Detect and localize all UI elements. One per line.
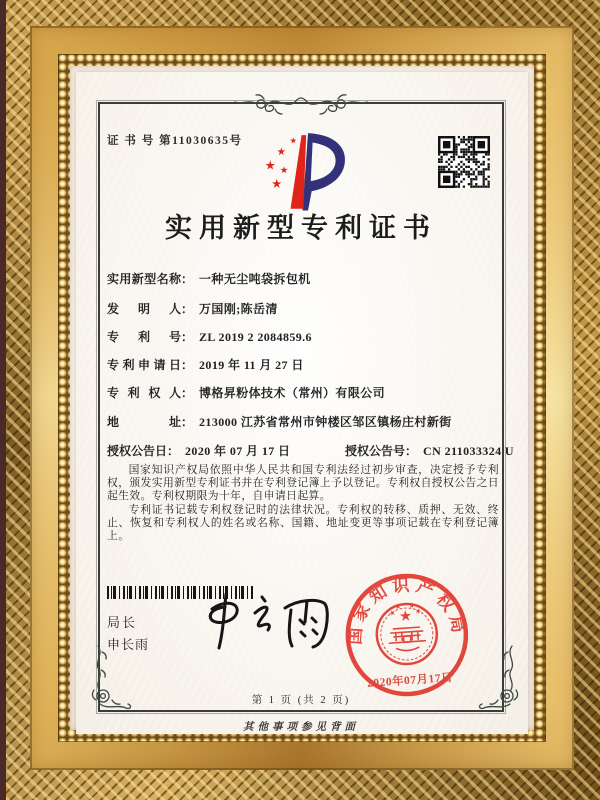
- grant-no-group: [345, 442, 514, 459]
- legal-text: [107, 464, 499, 543]
- page-info: 第 1 页 (共 2 页): [251, 695, 351, 706]
- field-value: 万国刚;陈岳清: [199, 302, 278, 316]
- colon: ：: [167, 444, 180, 458]
- field-value: 一种无尘吨袋拆包机: [199, 272, 311, 286]
- colon: ：: [181, 358, 194, 372]
- field-value: 213000 江苏省常州市钟楼区邹区镇杨庄村新街: [199, 415, 452, 429]
- grant-date-value: 2020 年 07 月 17 日: [185, 444, 291, 458]
- seal-national-emblem: [375, 601, 439, 666]
- grant-no-label: 授权公告号: [345, 444, 406, 458]
- field-label: 专利申请日: [107, 358, 181, 372]
- cnipa-logo-icon: [262, 126, 354, 216]
- certificate-title: 实用新型专利证书: [165, 213, 437, 243]
- colon: ：: [181, 415, 194, 429]
- logo-red-wedge: [291, 135, 307, 209]
- colon: ：: [405, 444, 418, 458]
- field-row-grant: [107, 442, 514, 459]
- official-seal: [338, 568, 477, 707]
- seal-date: 2020年07月17日: [366, 671, 454, 690]
- qr-finder-bl: [438, 171, 455, 188]
- field-label: 专利号: [107, 330, 181, 344]
- grant-no-value: CN 211033324 U: [423, 444, 514, 458]
- field-label: 发明人: [107, 302, 181, 316]
- signer-title: 局长: [107, 615, 138, 630]
- field-row-patentee: [107, 384, 385, 401]
- field-label: 实用新型名称: [107, 272, 181, 286]
- field-value: ZL 2019 2 2084859.6: [199, 330, 312, 344]
- grant-date-label: 授权公告日: [107, 444, 168, 458]
- qr-finder-tl: [438, 136, 455, 153]
- back-note: 其他事项参见背面: [243, 722, 359, 733]
- seal-ring-text: 国家知识产权局: [345, 575, 469, 646]
- field-label: 地址: [107, 415, 181, 429]
- colon: ：: [181, 386, 194, 400]
- colon: ：: [181, 272, 194, 286]
- field-value: 2019 年 11 月 27 日: [199, 358, 304, 372]
- field-row-filing-date: [107, 356, 304, 373]
- field-row-address: [107, 413, 452, 430]
- certificate-paper: [76, 72, 528, 734]
- field-row-name: [107, 270, 311, 287]
- field-row-inventor: [107, 300, 278, 317]
- field-label: 专利权人: [107, 386, 181, 400]
- colon: ：: [181, 330, 194, 344]
- qr-code: [438, 136, 490, 188]
- legal-paragraph-1: 国家知识产权局依照中华人民共和国专利法经过初步审查，决定授予专利权，颁发实用新型专利证书并在专利登记簿上予以登记。专利权自授权公告之日起生效。专利权期限为十年，自申请日起算。: [107, 464, 499, 503]
- qr-finder-tr: [473, 136, 490, 153]
- legal-paragraph-2: 专利证书记载专利权登记时的法律状况。专利权的转移、质押、无效、终止、恢复和专利权人的姓名或名称、国籍、地址变更等事项记载在专利登记簿上。: [107, 503, 499, 543]
- logo-p-bowl: [302, 133, 345, 210]
- signer-printed-name: 申长雨: [107, 637, 150, 652]
- field-row-patent-no: [107, 328, 312, 345]
- colon: ：: [181, 302, 194, 316]
- logo-stars: [266, 137, 297, 188]
- top-flourish-ornament: [231, 89, 371, 119]
- seal-ring-text-holder: [341, 572, 469, 647]
- certificate-number: 证 书 号 第11030635号: [107, 135, 243, 147]
- field-value: 博格昇粉体技术（常州）有限公司: [199, 386, 386, 400]
